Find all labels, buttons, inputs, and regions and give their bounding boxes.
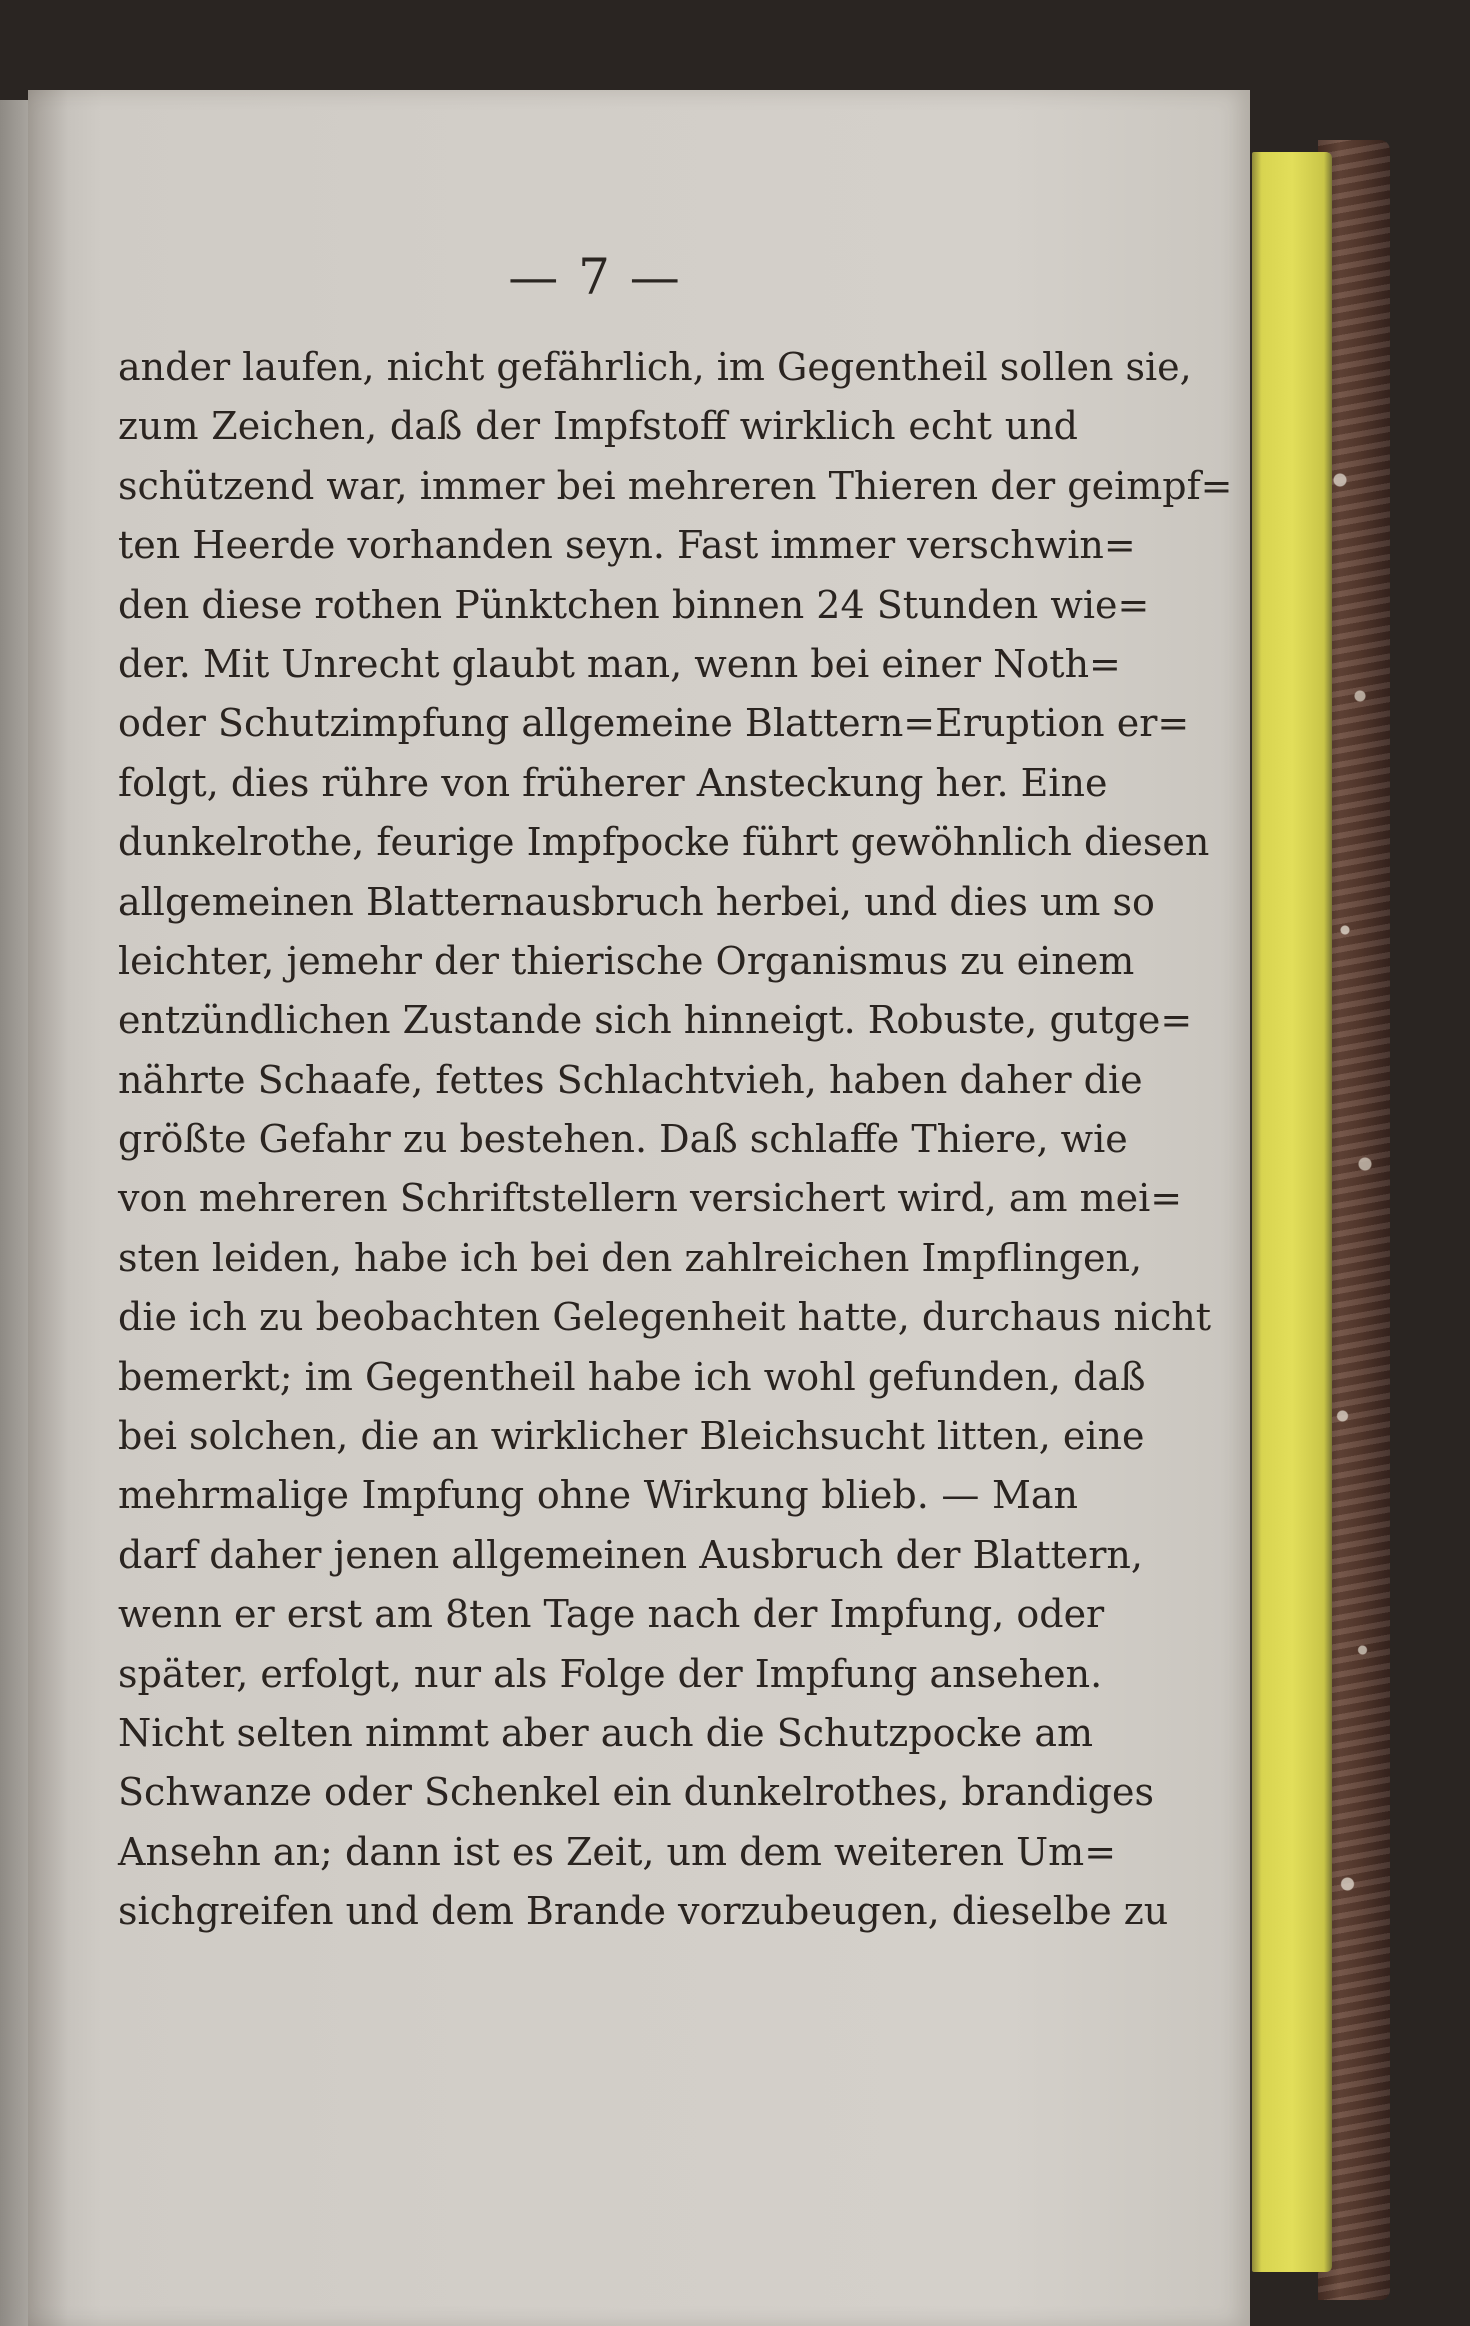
text-line: Nicht selten nimmt aber auch die Schutzpocke am xyxy=(118,1710,1094,1755)
text-line: bemerkt; im Gegentheil habe ich wohl gefunden, daß xyxy=(118,1354,1146,1399)
text-line: schützend war, immer bei mehreren Thieren der geimpf= xyxy=(118,463,1233,508)
text-line: sten leiden, habe ich bei den zahlreichen Impflingen, xyxy=(118,1235,1143,1280)
text-line: allgemeinen Blatternausbruch herbei, und dies um so xyxy=(118,879,1155,924)
text-line: zum Zeichen, daß der Impfstoff wirklich echt und xyxy=(118,404,1078,449)
page-number: — 7 — xyxy=(508,248,682,306)
text-line: den diese rothen Pünktchen binnen 24 Stunden wie= xyxy=(118,582,1150,627)
text-line: größte Gefahr zu bestehen. Daß schlaffe Thiere, wie xyxy=(118,1117,1128,1162)
page-gutter-shadow xyxy=(28,90,68,2326)
text-line: ten Heerde vorhanden seyn. Fast immer verschwin= xyxy=(118,523,1136,568)
text-line: darf daher jenen allgemeinen Ausbruch der Blattern, xyxy=(118,1532,1143,1577)
text-line: mehrmalige Impfung ohne Wirkung blieb. — Man xyxy=(118,1473,1078,1518)
text-line: von mehreren Schriftstellern versichert wird, am mei= xyxy=(118,1176,1183,1221)
text-line: später, erfolgt, nur als Folge der Impfung ansehen. xyxy=(118,1651,1103,1696)
text-line: der. Mit Unrecht glaubt man, wenn bei einer Noth= xyxy=(118,641,1121,686)
text-line: wenn er erst am 8ten Tage nach der Impfung, oder xyxy=(118,1592,1105,1637)
text-line: folgt, dies rühre von früherer Ansteckung her. Eine xyxy=(118,760,1108,805)
text-line: Ansehn an; dann ist es Zeit, um dem weiteren Um= xyxy=(118,1829,1117,1874)
cover-marbling xyxy=(1330,300,1380,2100)
text-line: sichgreifen und dem Brande vorzubeugen, dieselbe zu xyxy=(118,1889,1169,1934)
text-line: leichter, jemehr der thierische Organismus zu einem xyxy=(118,938,1135,983)
text-line: entzündlichen Zustande sich hinneigt. Robuste, gutge= xyxy=(118,998,1193,1043)
text-line: oder Schutzimpfung allgemeine Blattern=Eruption er= xyxy=(118,701,1190,746)
text-line: dunkelrothe, feurige Impfpocke führt gewöhnlich diesen xyxy=(118,820,1210,865)
text-line: Schwanze oder Schenkel ein dunkelrothes, brandiges xyxy=(118,1770,1154,1815)
text-line: nährte Schaafe, fettes Schlachtvieh, haben daher die xyxy=(118,1057,1143,1102)
text-line: die ich zu beobachten Gelegenheit hatte, durchaus nicht xyxy=(118,1295,1211,1340)
page-block-edge xyxy=(1252,152,1332,2272)
body-text xyxy=(118,338,1233,1942)
text-line: ander laufen, nicht gefährlich, im Gegentheil sollen sie, xyxy=(118,345,1192,389)
text-line: bei solchen, die an wirklicher Bleichsucht litten, eine xyxy=(118,1414,1145,1459)
